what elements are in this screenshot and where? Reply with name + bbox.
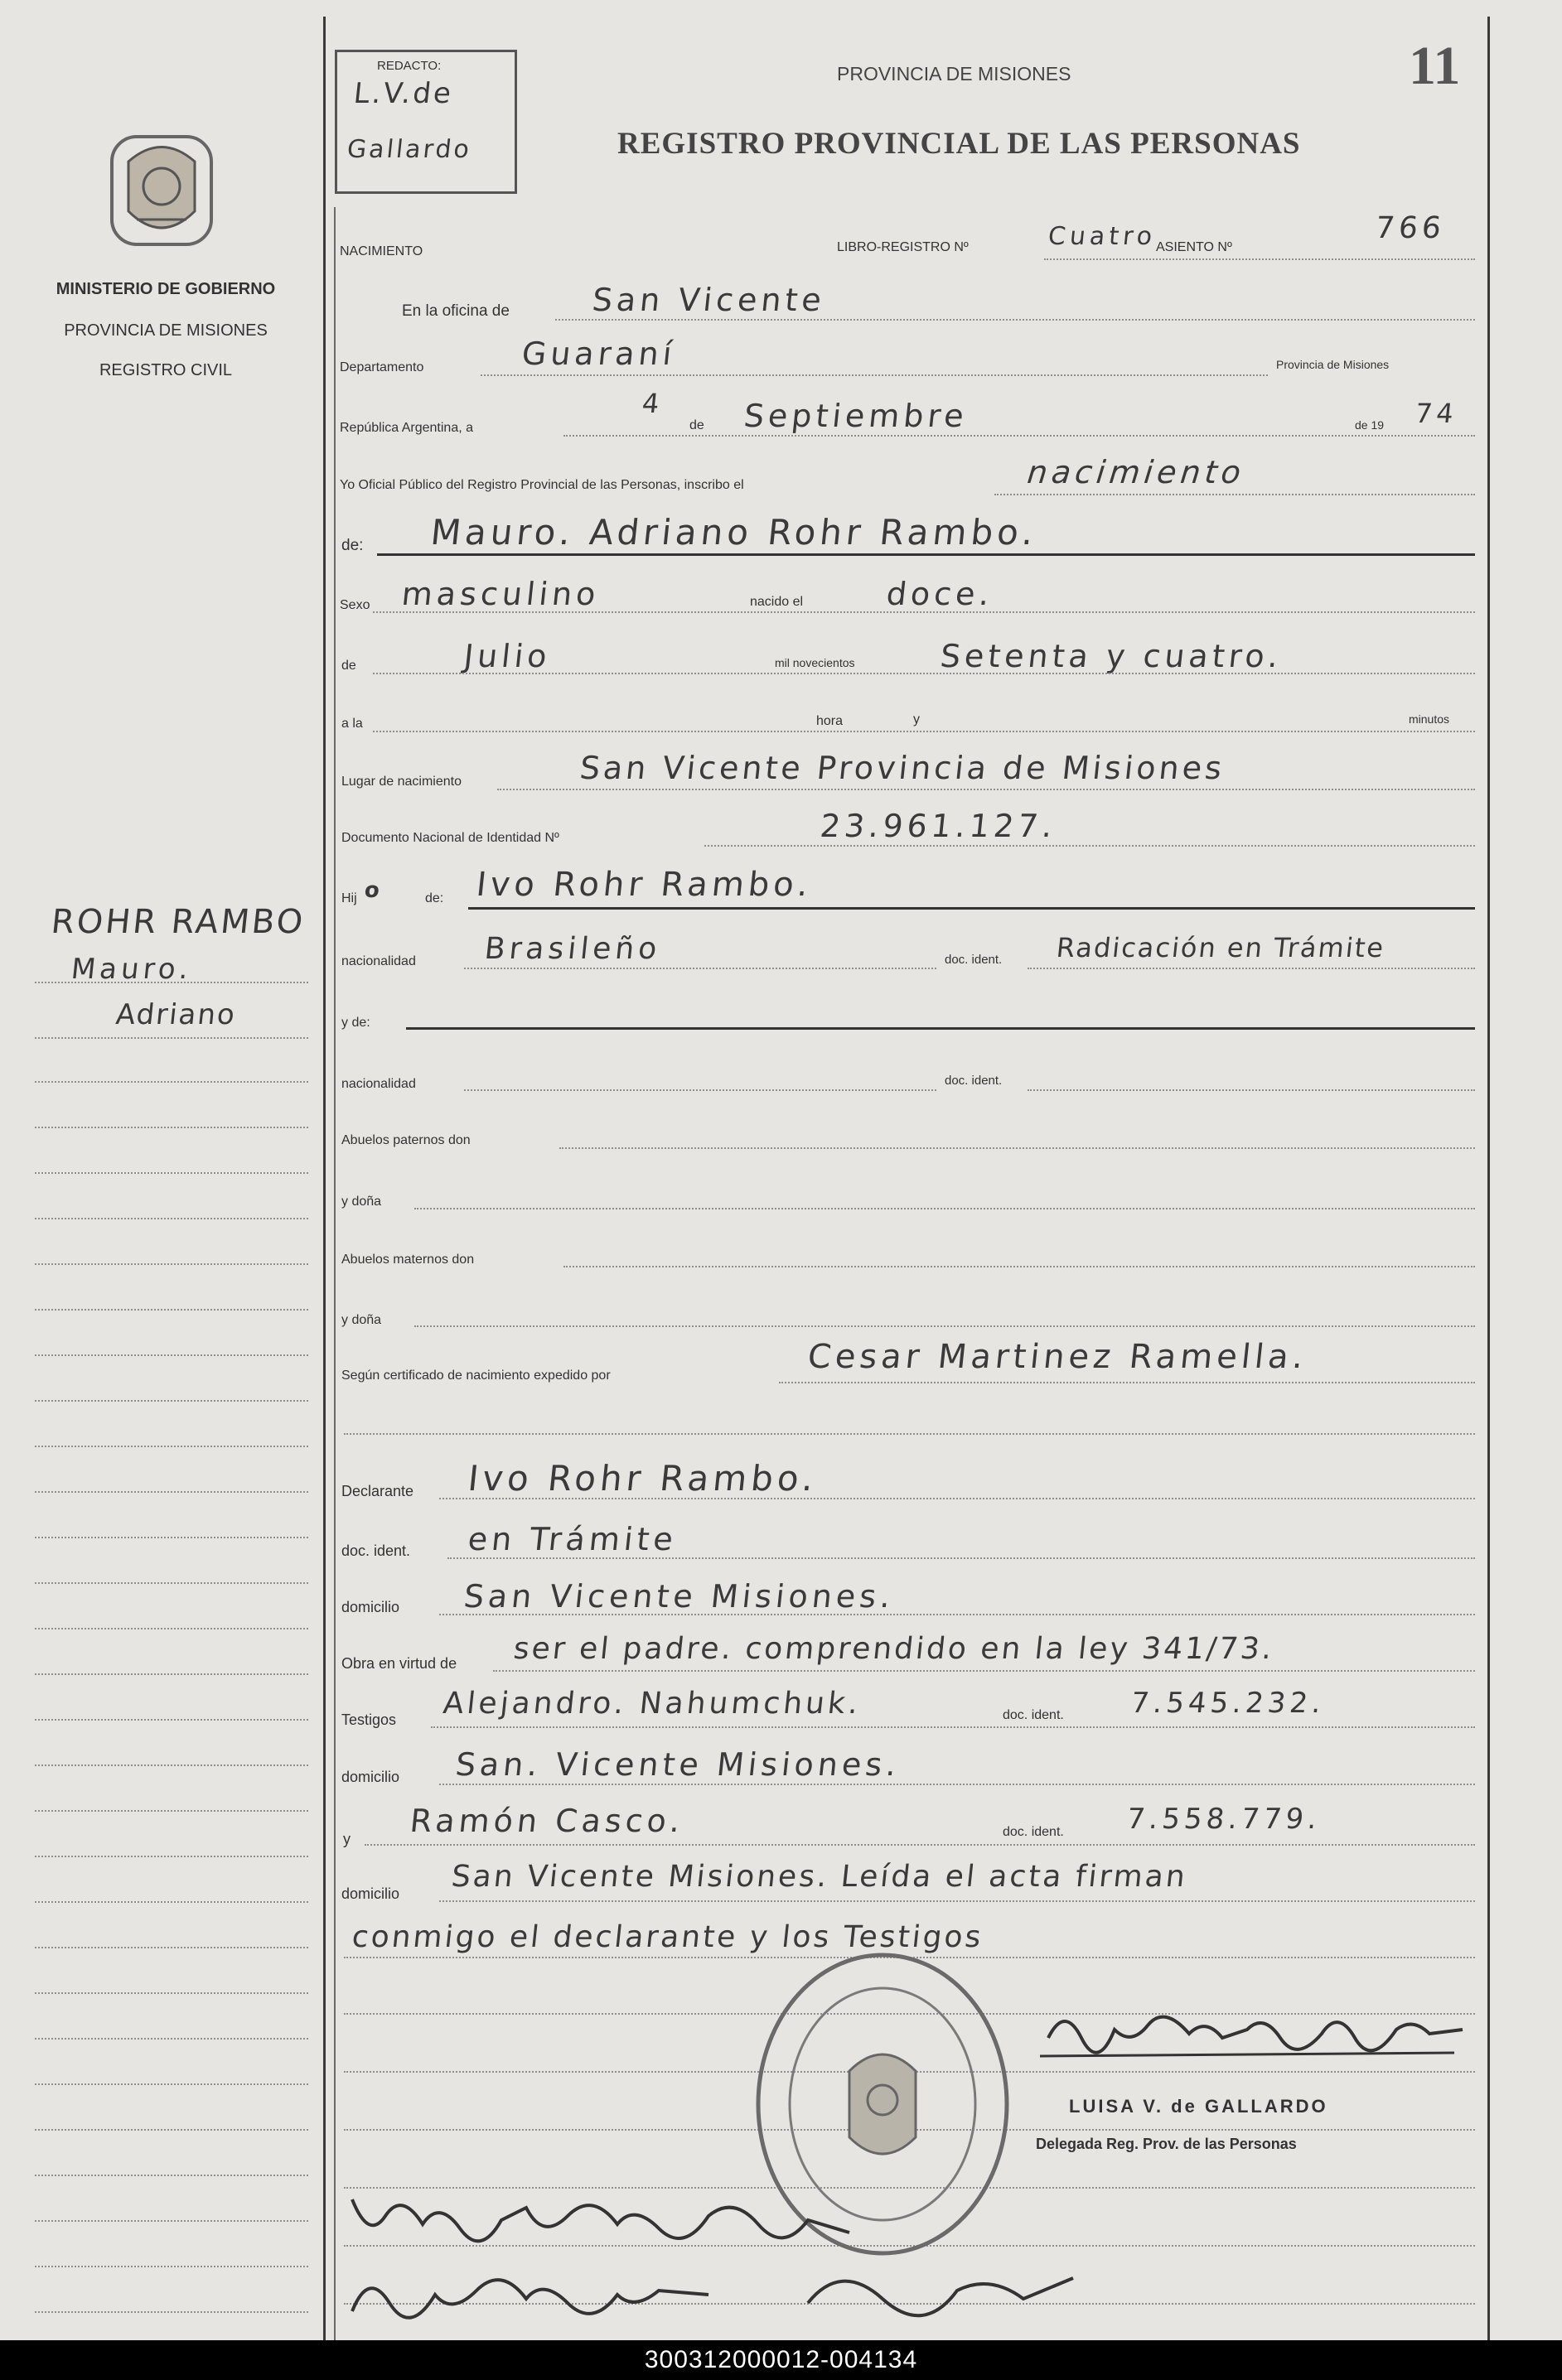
form-line — [704, 845, 1475, 847]
hij-label: Hij — [341, 891, 357, 905]
witnesses-signatures — [344, 2253, 1090, 2332]
declarante-label: Declarante — [341, 1483, 414, 1499]
libro-value: Cuatro — [1047, 222, 1158, 251]
margin-ruled-line — [35, 1354, 308, 1356]
lugar-label: Lugar de nacimiento — [341, 775, 462, 789]
abuelos-maternos-label: Abuelos maternos don — [341, 1253, 475, 1267]
nacionalidad-label: nacionalidad — [341, 954, 416, 968]
margin-ruled-line — [35, 1400, 308, 1402]
parent-underline — [468, 907, 1475, 910]
republica-label: República Argentina, a — [340, 421, 473, 435]
form-line — [559, 1147, 1475, 1149]
redacto-stamp-box — [335, 50, 517, 194]
form-line — [1044, 258, 1475, 260]
doc-ident5-label: doc. ident. — [1003, 1825, 1064, 1839]
margin-note-line1: ROHR RAMBO — [49, 903, 307, 941]
domicilio-label: domicilio — [341, 1599, 400, 1615]
provincia-misiones-label: Provincia de Misiones — [1276, 358, 1390, 371]
margin-ruled-line — [35, 1810, 308, 1812]
margin-ruled-line — [35, 1856, 308, 1857]
form-line — [414, 1325, 1475, 1327]
inner-border-line — [334, 207, 336, 2340]
official-title: Delegada Reg. Prov. de las Personas — [1036, 2136, 1297, 2152]
testigo2-domicilio-value: San Vicente Misiones. Leída el acta firman — [449, 1860, 1189, 1894]
y2-label: y — [343, 1831, 351, 1847]
form-line — [1028, 968, 1475, 969]
margin-note-line3: Adriano — [114, 998, 238, 1031]
margin-ruled-line — [35, 1309, 308, 1311]
margin-ruled-line — [35, 1582, 308, 1584]
form-line — [493, 1670, 1475, 1672]
form-line — [431, 1726, 1475, 1728]
margin-ruled-line — [35, 1537, 308, 1538]
form-line — [344, 1433, 1475, 1435]
margin-ruled-line — [35, 1172, 308, 1174]
redacto-label: REDACTO: — [377, 59, 442, 73]
obra-label: Obra en virtud de — [341, 1655, 457, 1672]
name-underline — [377, 553, 1475, 556]
margin-ruled-line — [35, 1263, 308, 1265]
testigo1-doc-value: 7.545.232. — [1129, 1687, 1327, 1720]
yo-oficial-label: Yo Oficial Público del Registro Provincial de las Personas, inscribo el — [340, 478, 744, 492]
sexo-value: masculino — [399, 576, 602, 612]
anio-value: 74 — [1414, 398, 1459, 429]
form-line — [414, 1208, 1475, 1209]
y-label: y — [913, 712, 920, 727]
declarant-signature — [344, 2183, 858, 2257]
declarante-domicilio-value: San Vicente Misiones. — [462, 1578, 897, 1615]
nacimiento-label: NACIMIENTO — [340, 244, 423, 258]
margin-ruled-line — [35, 1764, 308, 1766]
margin-note-line2: Mauro. — [69, 953, 195, 986]
margin-ruled-line — [35, 1037, 308, 1039]
margin-ruled-line — [35, 1218, 308, 1219]
form-line — [365, 1844, 1475, 1846]
margin-ruled-line — [35, 1446, 308, 1447]
testigo1-domicilio-value: San. Vicente Misiones. — [453, 1746, 902, 1783]
right-border-line — [1487, 17, 1490, 2340]
form-line — [1028, 1089, 1475, 1091]
registry-title: REGISTRO PROVINCIAL DE LAS PERSONAS — [617, 127, 1301, 161]
form-line — [497, 789, 1475, 790]
official-signature — [1040, 1996, 1471, 2063]
libro-registro-label: LIBRO-REGISTRO Nº — [837, 240, 969, 254]
redacto-value-line2: Gallardo — [346, 135, 473, 164]
form-line — [439, 1900, 1475, 1902]
doc-ident3-label: doc. ident. — [341, 1542, 411, 1559]
form-line — [373, 731, 1475, 732]
mil-novecientos-label: mil novecientos — [775, 656, 855, 669]
nacido-anio-value: Setenta y cuatro. — [938, 638, 1284, 674]
redacto-value-line1: L.V.de — [351, 77, 456, 110]
margin-ruled-line — [35, 1081, 308, 1083]
testigo1-value: Alejandro. Nahumchuk. — [441, 1687, 863, 1721]
nacido-el-label: nacido el — [750, 595, 804, 609]
testigo2-value: Ramón Casco. — [408, 1803, 686, 1839]
cierre-value: conmigo el declarante y los Testigos — [350, 1920, 985, 1954]
asiento-label: ASIENTO Nº — [1156, 240, 1232, 254]
form-line — [464, 968, 936, 969]
testigos-label: Testigos — [341, 1711, 397, 1728]
form-line — [563, 1266, 1475, 1267]
margin-ruled-line — [35, 2311, 308, 2313]
mother-underline — [406, 1027, 1475, 1030]
margin-ruled-line — [35, 1901, 308, 1903]
y-de-label: y de: — [341, 1016, 370, 1030]
form-line — [439, 1784, 1475, 1785]
form-line — [779, 1382, 1475, 1383]
margin-ruled-line — [35, 2266, 308, 2267]
padre-nacionalidad-value: Brasileño — [482, 932, 663, 966]
y-dona-label: y doña — [341, 1195, 382, 1209]
doc-ident2-label: doc. ident. — [945, 1074, 1003, 1088]
form-line — [447, 1557, 1475, 1559]
de-colon-label: de: — [341, 537, 364, 554]
margin-ruled-line — [35, 2175, 308, 2176]
form-line — [464, 1089, 936, 1091]
ministry-seal-icon — [104, 128, 220, 253]
minutos-label: minutos — [1409, 712, 1450, 726]
declarante-value: Ivo Rohr Rambo. — [466, 1458, 820, 1499]
form-line — [481, 374, 1268, 376]
margin-ruled-line — [35, 2083, 308, 2085]
nacido-mes-value: Julio — [462, 638, 553, 674]
nombre-value: Mauro. Adriano Rohr Rambo. — [428, 512, 1040, 553]
sexo-label: Sexo — [340, 598, 370, 612]
margin-ruled-line — [35, 1719, 308, 1721]
de-label: de — [689, 418, 704, 432]
y-dona2-label: y doña — [341, 1313, 382, 1327]
province-heading: PROVINCIA DE MISIONES — [837, 63, 1071, 84]
form-line — [994, 494, 1475, 495]
form-line — [373, 611, 1475, 613]
margin-ruled-line — [35, 1127, 308, 1128]
dni-label: Documento Nacional de Identidad Nº — [341, 831, 559, 845]
document-id-footer: 300312000012-004134 — [0, 2340, 1562, 2380]
margin-ruled-line — [35, 2038, 308, 2040]
form-line — [563, 435, 1475, 437]
ministry-line1: MINISTERIO DE GOBIERNO — [56, 280, 276, 298]
hij-suffix-value: o — [363, 878, 385, 903]
margin-ruled-line — [35, 2129, 308, 2131]
ministry-line2: PROVINCIA DE MISIONES — [64, 321, 268, 340]
margin-ruled-line — [35, 1992, 308, 1994]
hora-label: hora — [816, 714, 844, 728]
page-number: 11 — [1409, 36, 1461, 96]
dia-value: 4 — [641, 388, 665, 419]
obra-value: ser el padre. comprendido en la ley 341/73. — [511, 1632, 1276, 1666]
declarante-doc-value: en Trámite — [466, 1521, 679, 1557]
dni-value: 23.961.127. — [818, 808, 1058, 844]
nacionalidad2-label: nacionalidad — [341, 1077, 416, 1091]
margin-ruled-line — [35, 1628, 308, 1629]
form-line — [555, 319, 1475, 321]
abuelos-paternos-label: Abuelos paternos don — [341, 1133, 471, 1147]
lugar-value: San Vicente Provincia de Misiones — [578, 750, 1227, 786]
asiento-value: 766 — [1373, 211, 1447, 245]
oficina-label: En la oficina de — [402, 302, 510, 320]
domicilio3-label: domicilio — [341, 1885, 400, 1902]
certificado-por-value: Cesar Martinez Ramella. — [805, 1338, 1309, 1376]
de2-label: de — [341, 659, 356, 673]
oficina-value: San Vicente — [590, 282, 828, 318]
margin-ruled-line — [35, 1673, 308, 1675]
mes-value: Septiembre — [742, 398, 970, 434]
acto-value: nacimiento — [1025, 454, 1247, 490]
left-border-line — [323, 17, 326, 2340]
departamento-value: Guaraní — [520, 336, 678, 372]
margin-ruled-line — [35, 1947, 308, 1948]
doc-ident-label: doc. ident. — [945, 953, 1003, 967]
segun-certificado-label: Según certificado de nacimiento expedido por — [341, 1369, 611, 1383]
margin-ruled-line — [35, 982, 308, 983]
ministry-line3: REGISTRO CIVIL — [99, 361, 233, 379]
de-19-label: de 19 — [1355, 418, 1385, 432]
de-after-hij-label: de: — [425, 891, 444, 905]
doc-ident4-label: doc. ident. — [1003, 1708, 1064, 1722]
a-la-label: a la — [341, 717, 363, 731]
nacido-dia-value: doce. — [884, 576, 996, 612]
form-line — [439, 1498, 1475, 1499]
margin-ruled-line — [35, 1491, 308, 1493]
margin-ruled-line — [35, 2220, 308, 2222]
form-line — [373, 673, 1475, 674]
padre-value: Ivo Rohr Rambo. — [474, 866, 815, 904]
domicilio2-label: domicilio — [341, 1769, 400, 1785]
form-line — [439, 1614, 1475, 1615]
departamento-label: Departamento — [340, 360, 424, 374]
official-typed-name: LUISA V. de GALLARDO — [1069, 2096, 1328, 2117]
testigo2-doc-value: 7.558.779. — [1124, 1803, 1323, 1836]
padre-doc-value: Radicación en Trámite — [1055, 932, 1387, 963]
